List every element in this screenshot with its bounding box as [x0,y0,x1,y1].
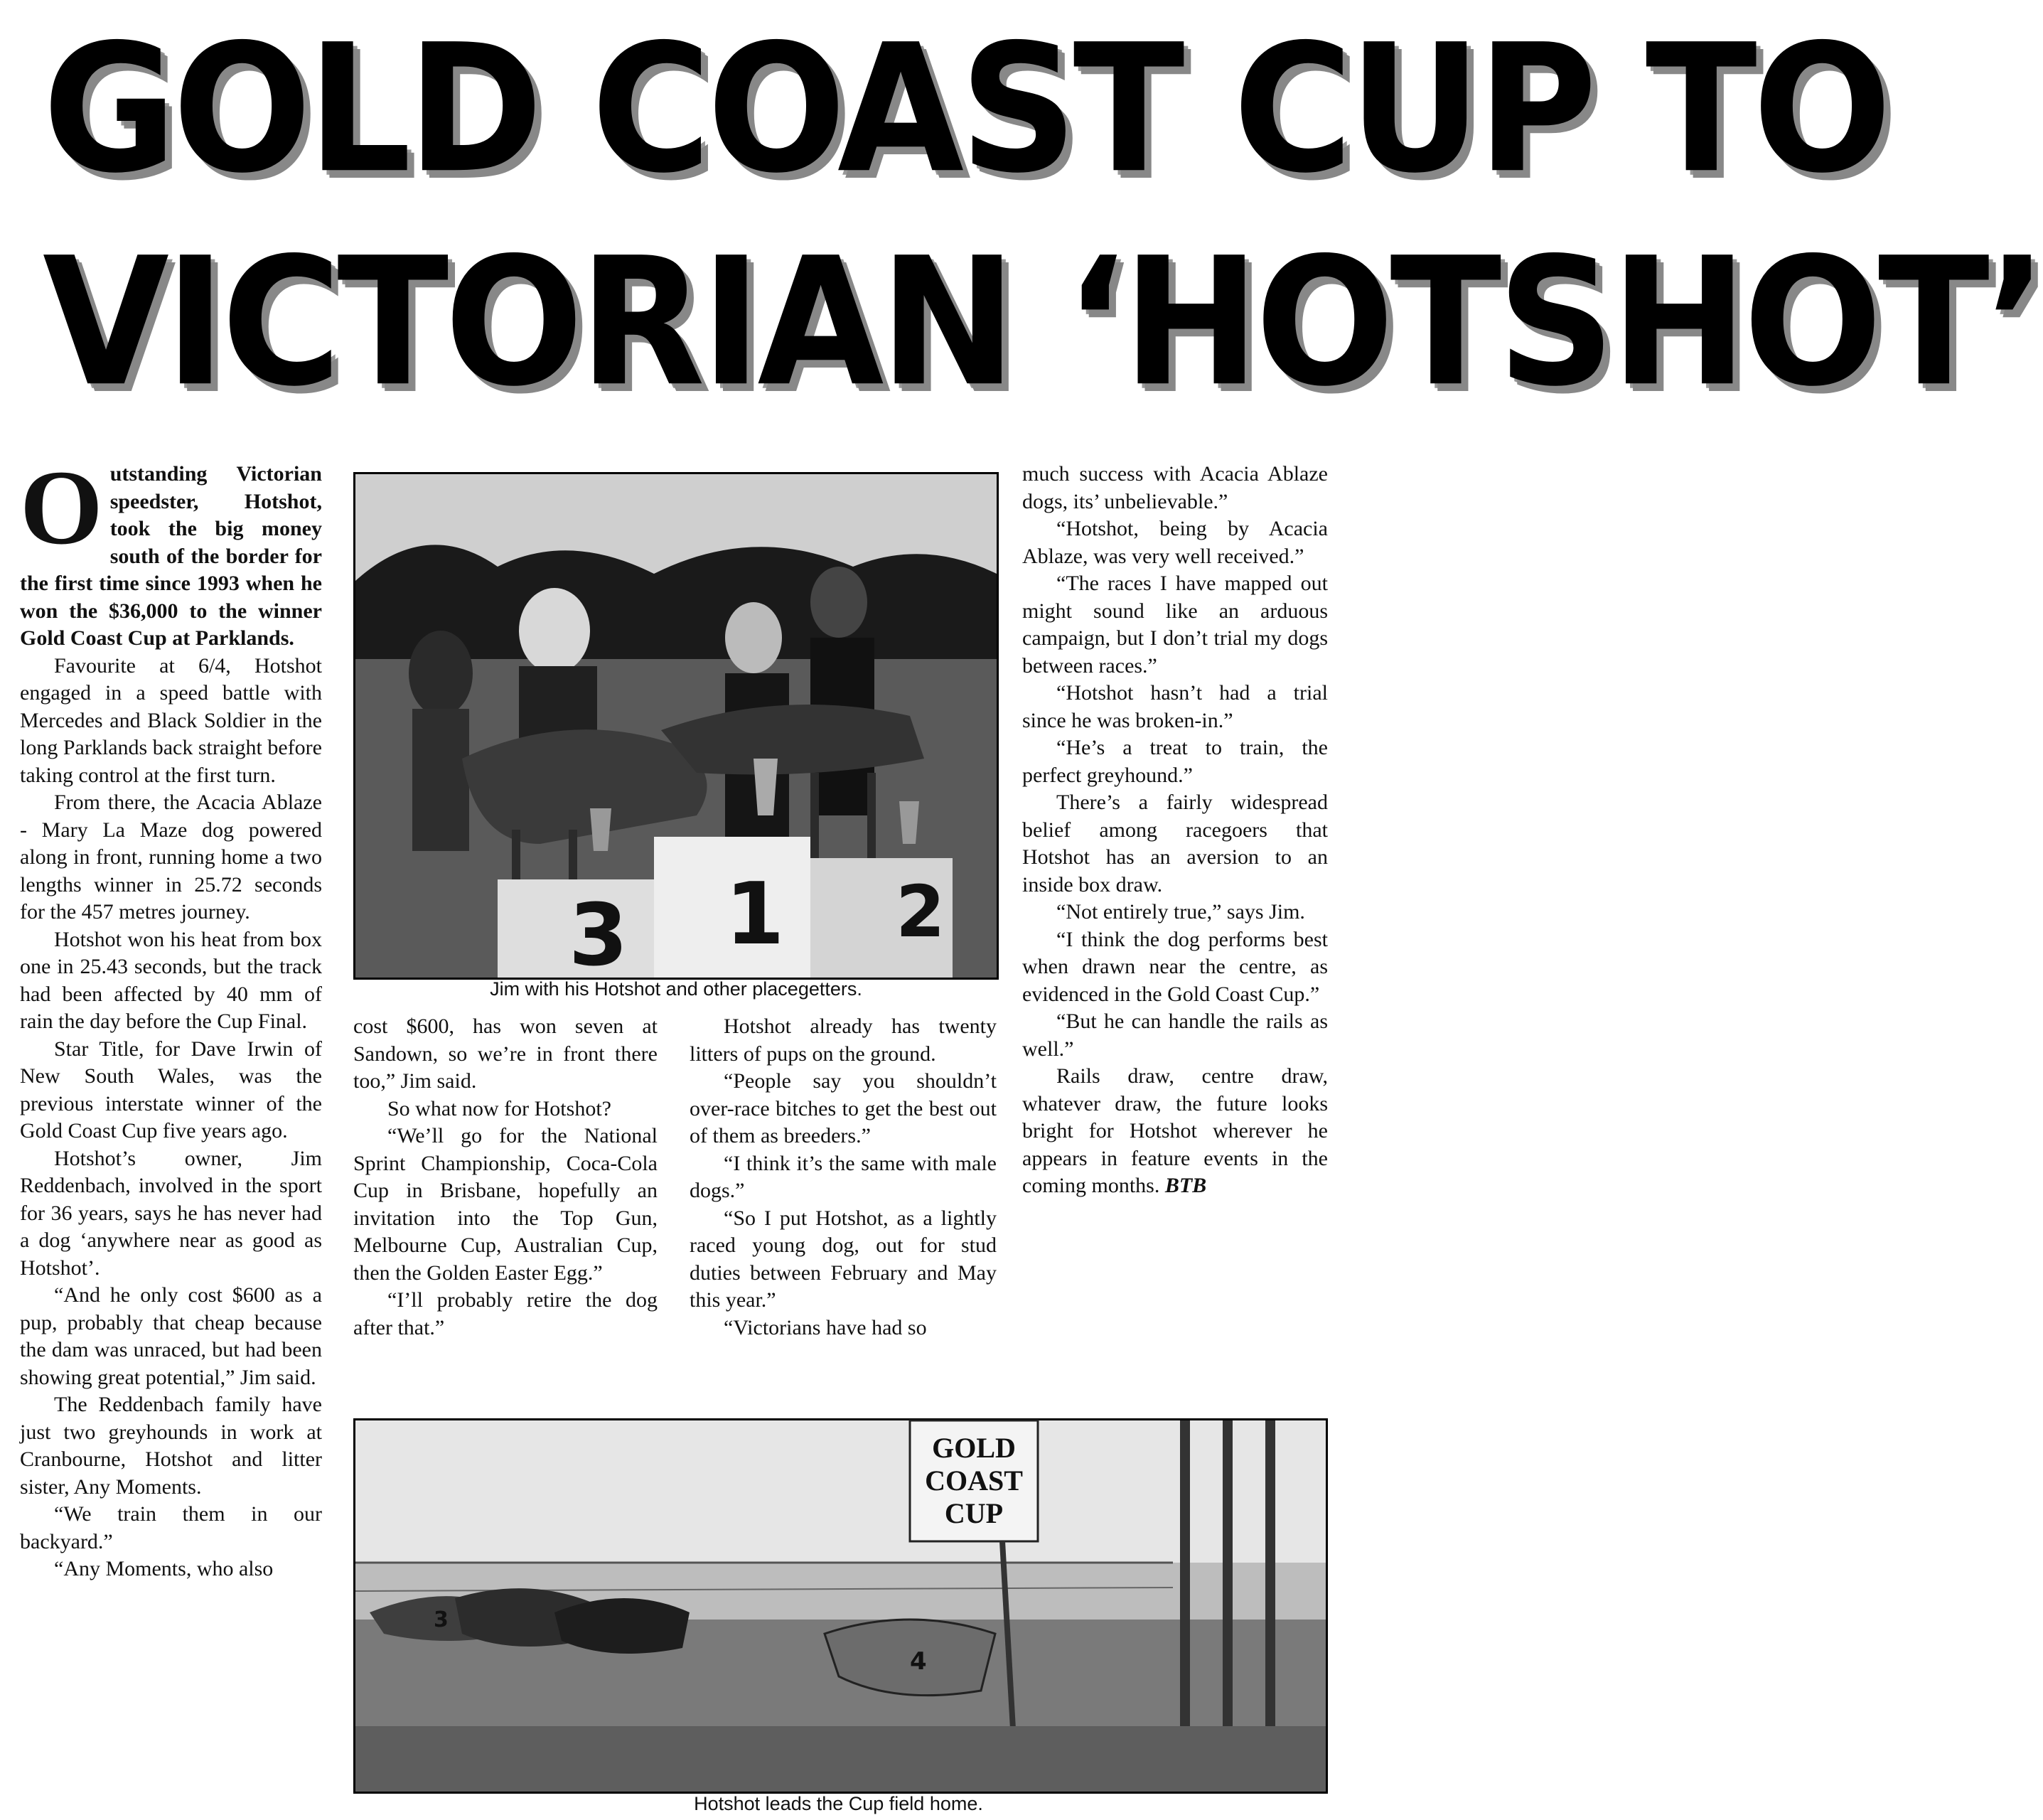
paragraph: “People say you shouldn’t over-race bitches to get the best out of them as breeders.” [690,1069,997,1147]
column-3 [690,1013,997,1342]
paragraph: Hotshot already has twenty litters of pups on the ground. [690,1015,997,1066]
podium-number-1: 1 [725,865,785,964]
column-2 [353,1013,658,1342]
paragraph: Hotshot won his heat from box one in 25.43 seconds, but the track had been affected by 40 mm of rain the day before the Cup Final. [20,927,322,1033]
podium-number-3: 3 [569,887,628,985]
paragraph: “I’ll probably retire the dog after that.” [353,1288,658,1339]
paragraph: “I think the dog performs best when drawn near the centre, as evidenced in the Gold Coast Cup.” [1022,927,1328,1006]
author-signature: BTB [1164,1174,1207,1197]
paragraph: “Hotshot hasn’t had a trial since he was broken-in.” [1022,681,1328,732]
paragraph: cost $600, has won seven at Sandown, so we’re in front there too,” Jim said. [353,1015,658,1093]
podium-photo-image [355,474,997,985]
headline-line-1: GOLD COAST CUP TO [43,7,1888,213]
paragraph: Favourite at 6/4, Hotshot engaged in a speed battle with Mercedes and Black Soldier in the long Parklands back straight before taking control at the first turn. [20,653,322,787]
paragraph: “Not entirely true,” says Jim. [1056,900,1305,924]
paragraph: From there, the Acacia Ablaze - Mary La Maze dog powered along in front, running home a two lengths winner in 25.72 seconds for the 457 metres journey. [20,791,322,924]
paragraph: “The races I have mapped out might sound like an arduous campaign, but I don’t trial my dogs between races.” [1022,572,1328,678]
podium-photo [353,472,999,985]
paragraph: “But he can handle the rails as well.” [1022,1010,1328,1061]
paragraph: Hotshot’s owner, Jim Reddenbach, involved in the sport for 36 years, says he has never had a dog ‘anywhere near as good as Hotshot’. [20,1146,322,1280]
sign-line-3: CUP [944,1497,1004,1529]
paragraph: “So I put Hotshot, as a lightly raced young dog, out for stud duties between February and May this year.” [690,1206,997,1312]
headline-line-2: VICTORIAN ‘HOTSHOT’ [43,220,2043,426]
paragraph: “Hotshot, being by Acacia Ablaze, was very well received.” [1022,517,1328,568]
paragraph: “I think it’s the same with male dogs.” [690,1151,997,1202]
sign-line-1: GOLD [932,1432,1016,1464]
paragraph: “We train them in our backyard.” [20,1502,322,1553]
paragraph: “We’ll go for the National Sprint Championship, Coca-Cola Cup in Brisbane, hopefully an invitation into the Top Gun, Melbourne Cup, Australian Cup, then the Golden Easter Egg.” [353,1124,658,1285]
sign-line-2: COAST [925,1465,1023,1497]
rug-number-4: 4 [910,1647,927,1676]
paragraph: much success with Acacia Ablaze dogs, its’ unbelievable.” [1022,462,1328,513]
podium-number-2: 2 [896,870,945,953]
race-photo [353,1418,1328,1794]
rug-number-3: 3 [434,1607,449,1632]
race-photo-image [355,1420,1326,1792]
paragraph: “He’s a treat to train, the perfect greyhound.” [1022,736,1328,787]
drop-cap: O [20,449,103,567]
paragraph: There’s a fairly widespread belief among racegoers that Hotshot has an aversion to an inside box draw. [1022,791,1328,896]
paragraph: “Victorians have had so [724,1315,927,1339]
podium-photo-caption: Jim with his Hotshot and other placegetters. [490,978,862,1000]
paragraph: The Reddenbach family have just two greyhounds in work at Cranbourne, Hotshot and litter sister, Any Moments. [20,1393,322,1499]
paragraph: So what now for Hotshot? [387,1096,611,1120]
lead-text: utstanding Victorian speedster, Hotshot, took the big money south of the border for the first time since 1993 when he won the $36,000 to the winner Gold Coast Cup at Parklands. [20,462,322,650]
column-1 [20,449,322,1811]
paragraph-final [1022,1063,1328,1200]
paragraph: Star Title, for Dave Irwin of New South Wales, was the previous interstate winner of the Gold Coast Cup five years ago. [20,1037,322,1142]
lead-paragraph [20,449,322,653]
race-photo-caption: Hotshot leads the Cup field home. [694,1793,983,1814]
paragraph: “And he only cost $600 as a pup, probably that cheap because the dam was unraced, but had been showing great potential,” Jim said. [20,1283,322,1389]
paragraph: “Any Moments, who also [54,1557,274,1580]
paragraph-final-text: Rails draw, centre draw, whatever draw, the future looks bright for Hotshot wherever he appears in feature events in the coming months. [1022,1064,1328,1197]
column-4 [1022,461,1328,1200]
